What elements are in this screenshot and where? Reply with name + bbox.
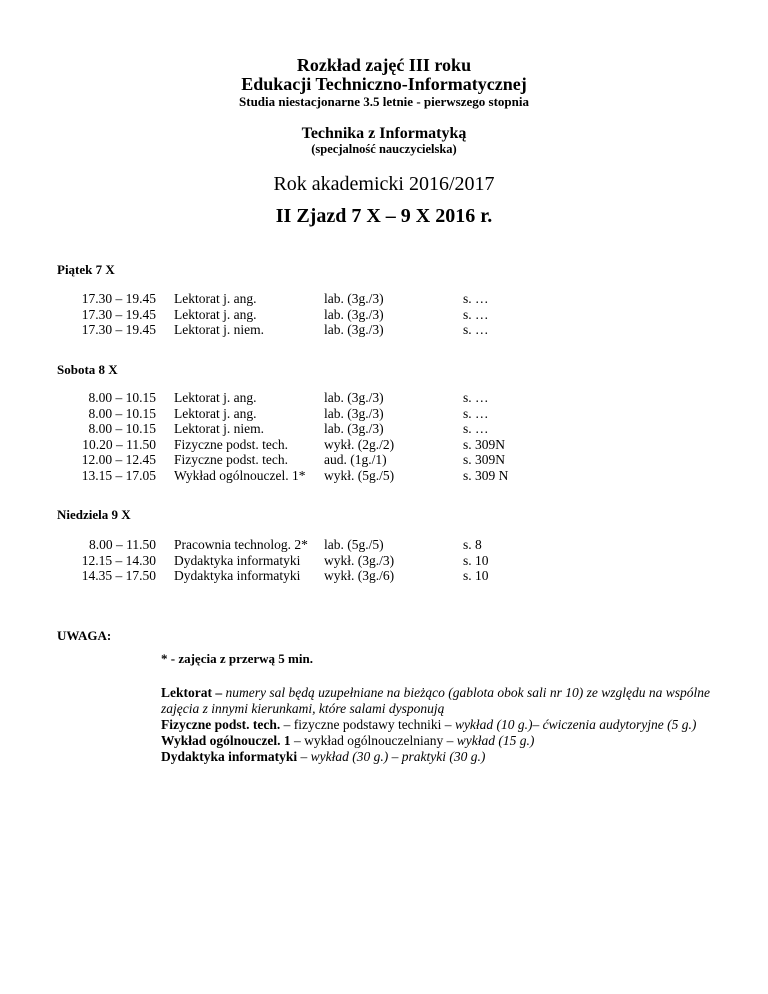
table-row [0, 537, 768, 553]
time-cell: 17.30 – 19.45 [81, 291, 156, 306]
legend [161, 685, 721, 765]
legend-item [161, 733, 721, 749]
room-cell: s. 8 [463, 537, 482, 552]
type-cell: lab. (3g./3) [324, 421, 384, 436]
subject-cell: Lektorat j. niem. [174, 421, 264, 436]
time-cell: 17.30 – 19.45 [81, 306, 156, 322]
legend-text: – [297, 749, 311, 764]
break-note: * - zajęcia z przerwą 5 min. [161, 651, 313, 666]
legend-description: wykład (30 g.) – praktyki (30 g.) [310, 749, 486, 764]
subject-cell: Dydaktyka informatyki [174, 552, 301, 568]
type-cell: lab. (3g./3) [324, 306, 384, 322]
day-label-sunday: Niedziela 9 X [57, 507, 131, 522]
subject-cell: Pracownia technolog. 2* [174, 537, 308, 552]
room-cell: s. … [463, 405, 489, 421]
legend-term: Dydaktyka informatyki [161, 749, 298, 764]
specialization: Technika z Informatyką [301, 125, 467, 142]
room-cell: s. 10 [463, 568, 489, 583]
type-cell: lab. (3g./3) [324, 390, 384, 405]
time-cell: 12.15 – 14.30 [81, 552, 156, 568]
table-row [0, 390, 768, 406]
table-row [0, 553, 768, 569]
type-cell: lab. (3g./3) [324, 291, 384, 306]
room-cell: s. 309N [463, 436, 506, 452]
day-label-saturday: Sobota 8 X [57, 362, 118, 377]
table-row [0, 468, 768, 484]
subject-cell: Lektorat j. ang. [174, 405, 257, 421]
specialization-note: (specjalność nauczycielska) [311, 142, 457, 156]
table-row [0, 452, 768, 468]
room-cell: s. … [463, 291, 489, 306]
legend-item [161, 717, 721, 733]
time-cell: 12.00 – 12.45 [81, 452, 156, 467]
legend-item [161, 685, 721, 717]
time-cell: 10.20 – 11.50 [82, 436, 156, 452]
legend-text: – wykład ogólnouczelniany – [290, 733, 457, 748]
time-cell: 13.15 – 17.05 [81, 467, 156, 483]
room-cell: s. 309 N [463, 467, 509, 483]
legend-description: wykład (10 g.)– ćwiczenia audytoryjne (5 g.) [454, 717, 697, 732]
table-row [0, 291, 768, 307]
room-cell: s. … [463, 421, 489, 436]
table-row [0, 406, 768, 422]
subject-cell: Lektorat j. niem. [174, 322, 264, 337]
room-cell: s. 10 [463, 552, 489, 568]
legend-term: Fizyczne podst. tech. [161, 717, 281, 732]
room-cell: s. … [463, 306, 489, 322]
day-schedule-friday [0, 291, 768, 338]
subject-cell: Lektorat j. ang. [174, 306, 257, 322]
legend-term: Wykład ogólnouczel. 1 [161, 733, 291, 748]
time-cell: 17.30 – 19.45 [81, 322, 156, 337]
table-row [0, 437, 768, 453]
academic-year: Rok akademicki 2016/2017 [273, 173, 495, 195]
legend-description: wykład (15 g.) [456, 733, 535, 748]
time-cell: 8.00 – 10.15 [88, 405, 156, 421]
session-dates: II Zjazd 7 X – 9 X 2016 r. [275, 205, 493, 227]
legend-term: Lektorat – [161, 685, 223, 700]
table-row [0, 322, 768, 338]
subject-cell: Lektorat j. ang. [174, 291, 257, 306]
time-cell: 8.00 – 10.15 [88, 421, 156, 436]
subtitle: Studia niestacjonarne 3.5 letnie - pierwszego stopnia [239, 94, 529, 109]
day-schedule-saturday [0, 390, 768, 483]
type-cell: wykł. (3g./3) [324, 552, 395, 568]
day-schedule-sunday [0, 537, 768, 584]
subject-cell: Lektorat j. ang. [174, 390, 257, 405]
time-cell: 8.00 – 11.50 [89, 537, 156, 552]
type-cell: lab. (3g./3) [324, 322, 384, 337]
day-label-friday: Piątek 7 X [57, 262, 115, 277]
room-cell: s. 309N [463, 452, 506, 467]
subject-cell: Fizyczne podst. tech. [174, 452, 288, 467]
table-row [0, 421, 768, 437]
type-cell: lab. (3g./3) [324, 405, 384, 421]
type-cell: wykł. (2g./2) [324, 436, 395, 452]
type-cell: aud. (1g./1) [324, 452, 387, 467]
table-row [0, 568, 768, 584]
time-cell: 14.35 – 17.50 [81, 568, 156, 583]
type-cell: wykł. (3g./6) [324, 568, 395, 583]
title-line-1: Rozkład zajęć III roku [296, 55, 472, 75]
time-cell: 8.00 – 10.15 [88, 390, 156, 405]
legend-description: numery sal będą uzupełniane na bieżąco (gablota obok sali nr 10) ze względu na wspólne zajęcia z innymi kierunkami, które salami dysponują [161, 685, 710, 716]
room-cell: s. … [463, 322, 489, 337]
title-line-2: Edukacji Techniczno-Informatycznej [241, 74, 527, 94]
notes-label: UWAGA: [57, 628, 112, 643]
subject-cell: Wykład ogólnouczel. 1* [174, 467, 306, 483]
type-cell: wykł. (5g./5) [324, 467, 395, 483]
room-cell: s. … [463, 390, 489, 405]
legend-item [161, 749, 721, 765]
legend-text: – fizyczne podstawy techniki – [280, 717, 455, 732]
type-cell: lab. (5g./5) [324, 537, 384, 552]
subject-cell: Fizyczne podst. tech. [174, 436, 288, 452]
table-row [0, 307, 768, 323]
subject-cell: Dydaktyka informatyki [174, 568, 301, 583]
